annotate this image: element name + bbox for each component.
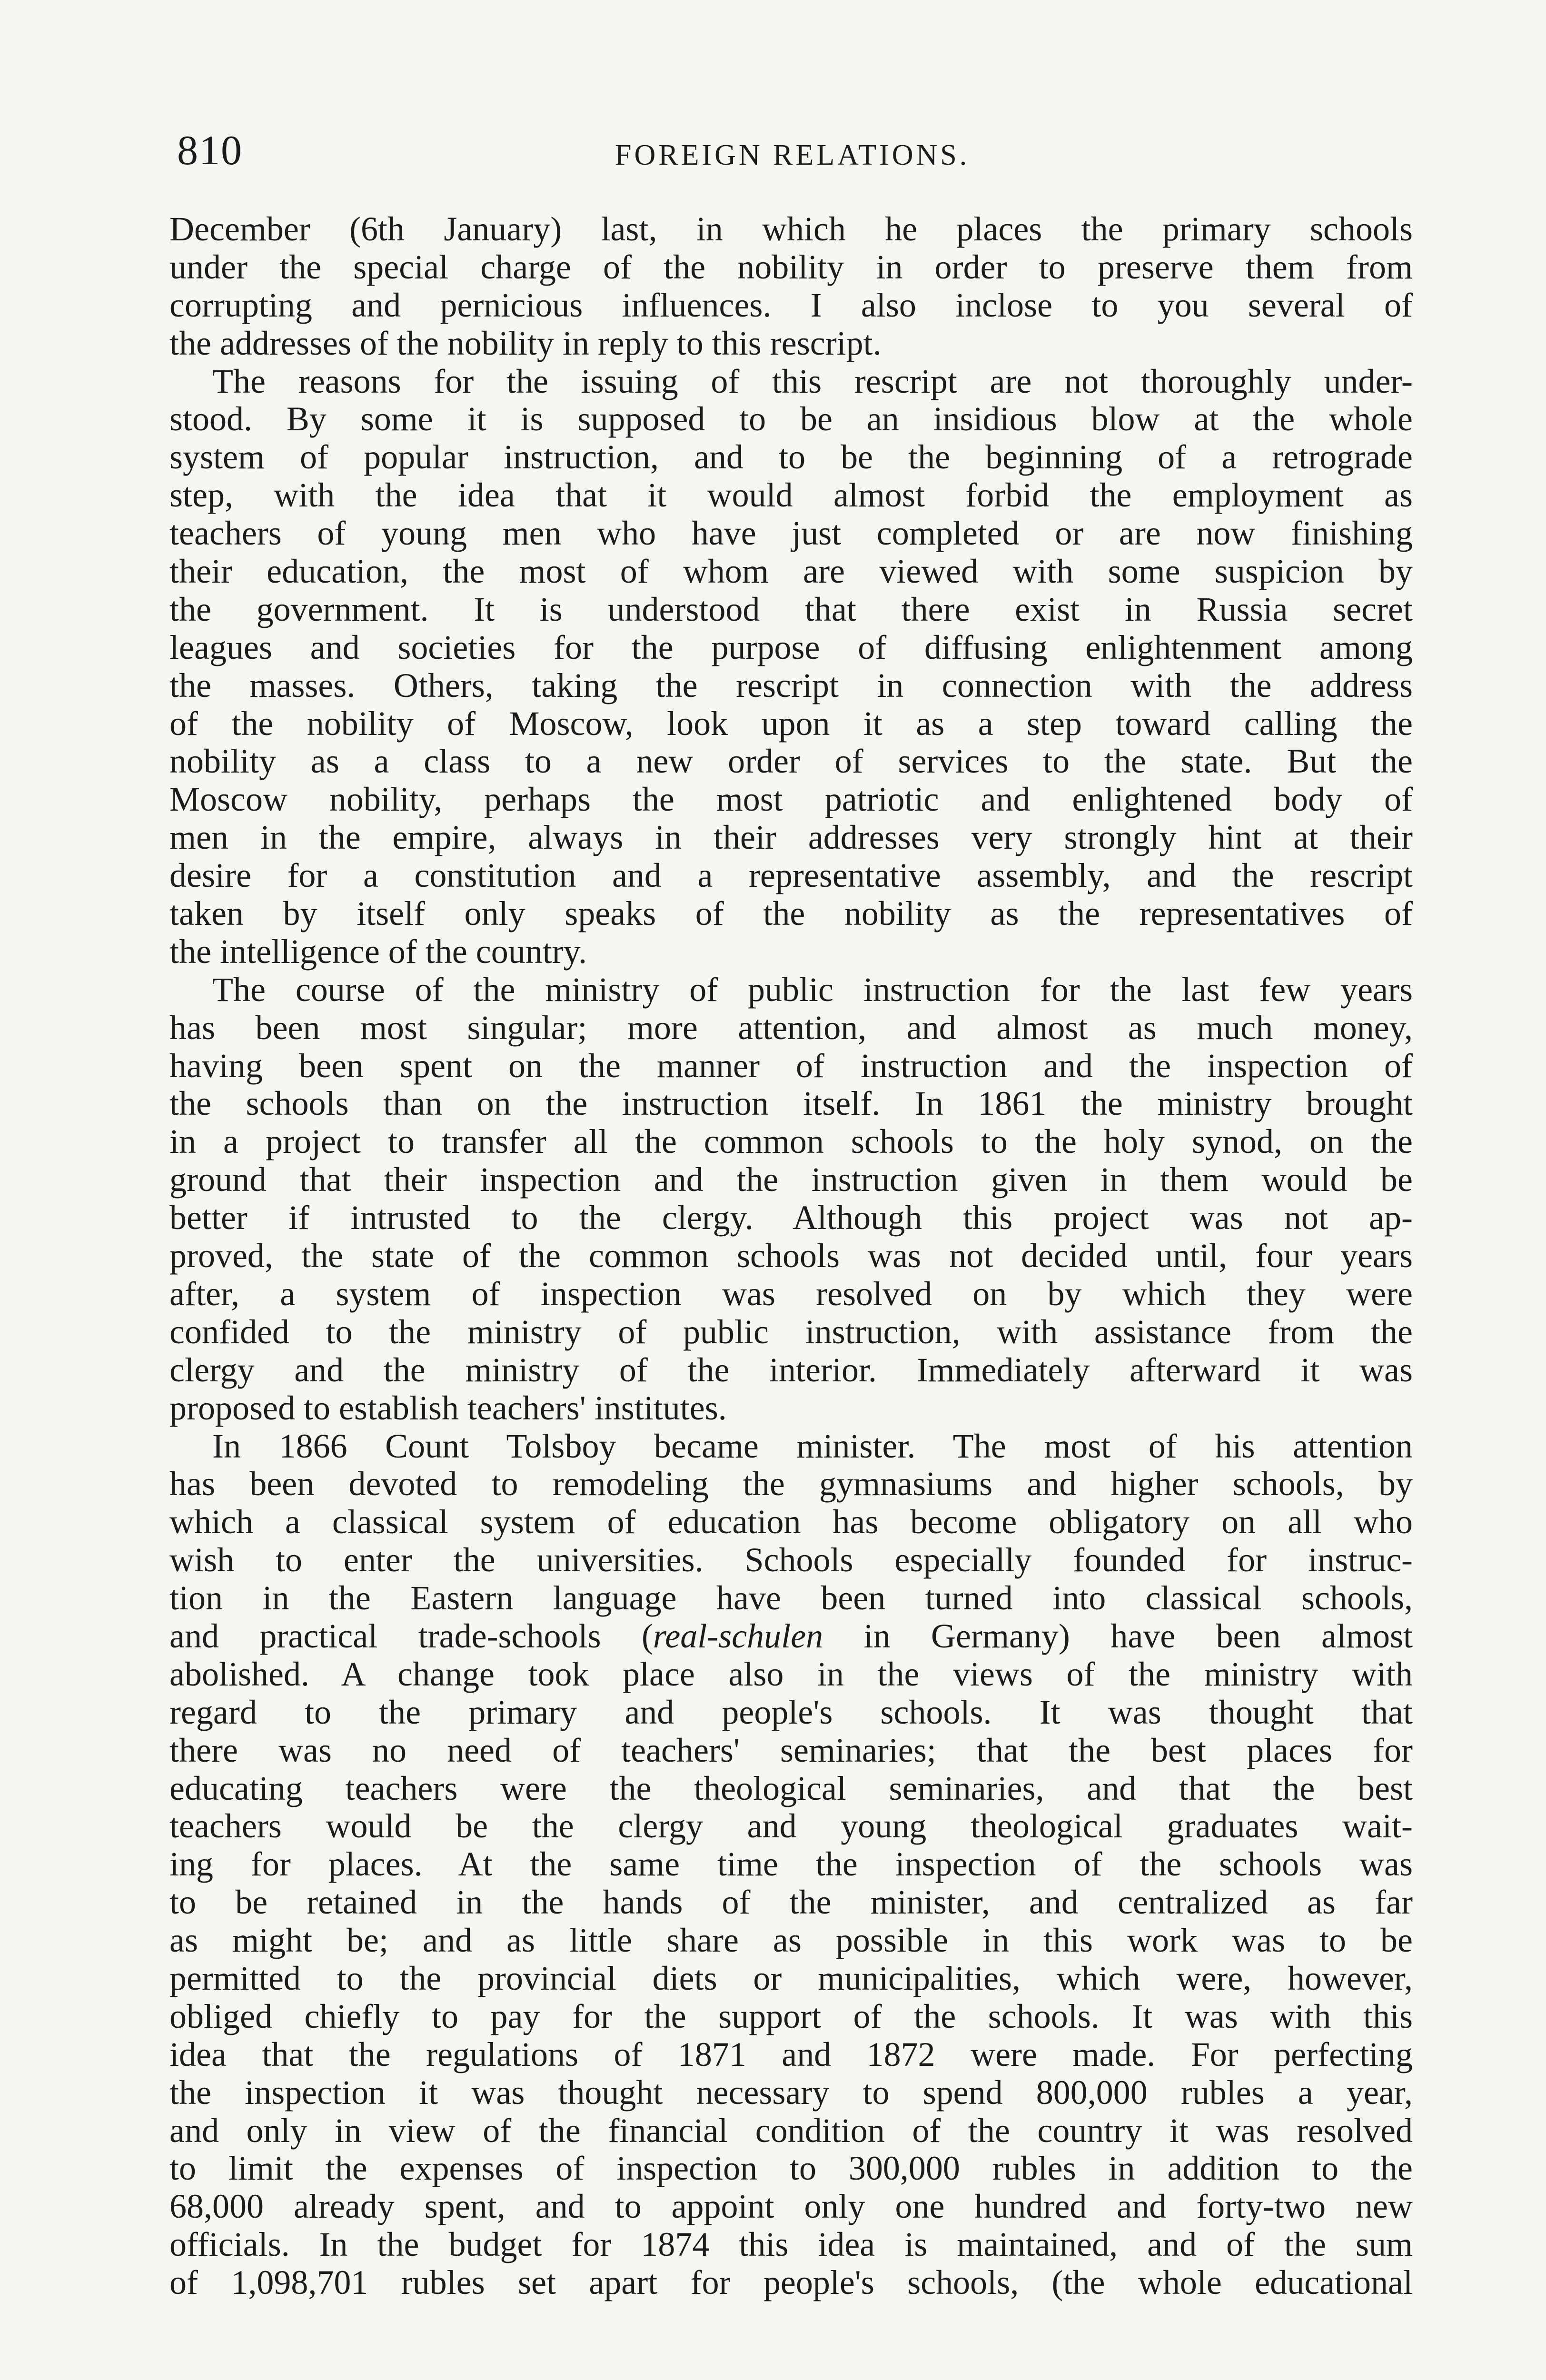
- text-line: proposed to establish teachers' institutes.: [169, 1388, 727, 1427]
- text-line: has been most singular; more attention, and almost as much money,: [169, 1008, 1413, 1047]
- text-line: idea that the regulations of 1871 and 1872 were made. For perfecting: [169, 2035, 1413, 2073]
- text-line: in a project to transfer all the common schools to the holy synod, on the: [169, 1122, 1413, 1161]
- text-line: under the special charge of the nobility in order to preserve them from: [169, 248, 1413, 286]
- text-line: corrupting and pernicious influences. I also inclose to you several of: [169, 286, 1413, 324]
- text-line: as might be; and as little share as possible in this work was to be: [169, 1921, 1413, 1960]
- text-line: Moscow nobility, perhaps the most patriotic and enlightened body of: [169, 780, 1413, 819]
- text-line: of the nobility of Moscow, look upon it as a step toward calling the: [169, 704, 1413, 743]
- text-line: the intelligence of the country.: [169, 932, 587, 971]
- text-line-with-italic: [169, 1617, 1413, 1656]
- text-line: which a classical system of education has become obligatory on all who: [169, 1503, 1413, 1541]
- text-segment: in Germany) have been almost: [823, 1616, 1413, 1655]
- text-line: the schools than on the instruction itself. In 1861 the ministry brought: [169, 1084, 1413, 1123]
- text-line: teachers would be the clergy and young theological graduates wait-: [169, 1807, 1413, 1845]
- page-header: [177, 125, 1415, 177]
- text-line: to be retained in the hands of the minister, and centralized as far: [169, 1883, 1413, 1922]
- text-line: obliged chiefly to pay for the support of the schools. It was with this: [169, 1997, 1413, 2035]
- page-number: 810: [177, 128, 243, 174]
- text-line: step, with the idea that it would almost forbid the employment as: [169, 476, 1413, 515]
- text-line: teachers of young men who have just completed or are now finishing: [169, 514, 1413, 553]
- paragraph-start-line: The course of the ministry of public instruction for the last few years: [212, 970, 1413, 1009]
- text-line: having been spent on the manner of instruction and the inspection of: [169, 1046, 1413, 1085]
- text-line: of 1,098,701 rubles set apart for people's schools, (the whole educational: [169, 2263, 1413, 2302]
- text-line: permitted to the provincial diets or municipalities, which were, however,: [169, 1959, 1413, 1997]
- text-line: wish to enter the universities. Schools especially founded for instruc-: [169, 1541, 1413, 1579]
- text-line: the government. It is understood that there exist in Russia secret: [169, 590, 1413, 628]
- text-line: has been devoted to remodeling the gymnasiums and higher schools, by: [169, 1465, 1413, 1503]
- text-line: and only in view of the financial condition of the country it was resolved: [169, 2111, 1413, 2150]
- paragraph-start-line: The reasons for the issuing of this rescript are not thoroughly under-: [212, 362, 1413, 400]
- text-line: desire for a constitution and a representative assembly, and the rescript: [169, 856, 1413, 895]
- text-line: there was no need of teachers' seminaries; that the best places for: [169, 1731, 1413, 1769]
- text-line: the masses. Others, taking the rescript in connection with the address: [169, 666, 1413, 704]
- text-line: abolished. A change took place also in the views of the ministry with: [169, 1655, 1413, 1693]
- text-line: men in the empire, always in their addresses very strongly hint at their: [169, 818, 1413, 857]
- text-line: after, a system of inspection was resolved on by which they were: [169, 1274, 1413, 1313]
- running-head: FOREIGN RELATIONS.: [615, 139, 970, 171]
- text-line: regard to the primary and people's schools. It was thought that: [169, 1693, 1413, 1731]
- text-line: clergy and the ministry of the interior. Immediately afterward it was: [169, 1350, 1413, 1389]
- text-line: better if intrusted to the clergy. Although this project was not ap-: [169, 1199, 1413, 1237]
- text-line: 68,000 already spent, and to appoint only one hundred and forty-two new: [169, 2187, 1413, 2226]
- text-line: stood. By some it is supposed to be an insidious blow at the whole: [169, 400, 1413, 438]
- body-text: [169, 210, 1413, 2302]
- text-line: their education, the most of whom are viewed with some suspicion by: [169, 552, 1413, 591]
- text-line: nobility as a class to a new order of services to the state. But the: [169, 742, 1413, 781]
- text-line: the inspection it was thought necessary to spend 800,000 rubles a year,: [169, 2073, 1413, 2112]
- text-line: ground that their inspection and the instruction given in them would be: [169, 1160, 1413, 1199]
- text-line: to limit the expenses of inspection to 300,000 rubles in addition to the: [169, 2149, 1413, 2188]
- text-line: educating teachers were the theological seminaries, and that the best: [169, 1769, 1413, 1807]
- text-segment: and practical trade-schools (: [169, 1616, 653, 1655]
- text-line: December (6th January) last, in which he places the primary schools: [169, 210, 1413, 248]
- text-line: leagues and societies for the purpose of diffusing enlightenment among: [169, 628, 1413, 666]
- italic-term: real-schulen: [653, 1616, 823, 1655]
- text-line: ing for places. At the same time the inspection of the schools was: [169, 1845, 1413, 1884]
- text-line: system of popular instruction, and to be the beginning of a retrograde: [169, 438, 1413, 476]
- text-line: officials. In the budget for 1874 this idea is maintained, and of the sum: [169, 2225, 1413, 2264]
- text-line: taken by itself only speaks of the nobility as the representatives of: [169, 894, 1413, 933]
- paragraph-start-line: In 1866 Count Tolsboy became minister. The most of his attention: [212, 1427, 1413, 1465]
- text-line: tion in the Eastern language have been turned into classical schools,: [169, 1579, 1413, 1617]
- text-line: the addresses of the nobility in reply to this rescript.: [169, 324, 882, 362]
- text-line: confided to the ministry of public instruction, with assistance from the: [169, 1312, 1413, 1351]
- text-line: proved, the state of the common schools was not decided until, four years: [169, 1237, 1413, 1275]
